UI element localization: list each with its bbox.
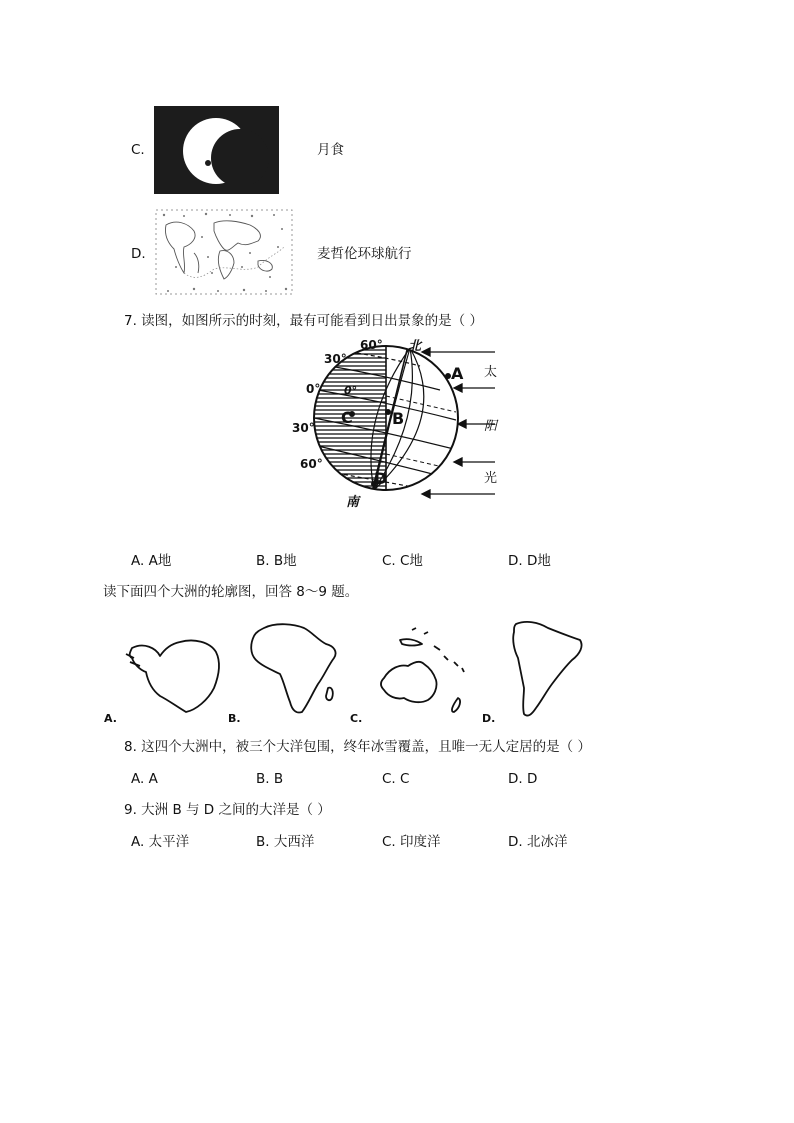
point-d-label: D [374, 469, 388, 488]
antarctica-outline [130, 640, 219, 712]
lat-0-inner-label: 0° [344, 384, 358, 397]
q8-option-a[interactable]: A. A [131, 771, 158, 787]
q8-option-c[interactable]: C. C [382, 771, 410, 787]
continent-c-label: C. [350, 712, 363, 725]
option-d-text: 麦哲伦环球航行 [317, 246, 412, 262]
question-8-stem: 8. 这四个大洲中，被三个大洋包围，终年冰雪覆盖，且唯一无人定居的是（ ） [124, 739, 591, 755]
option-d-label: D. [131, 246, 146, 262]
q8-option-d[interactable]: D. D [508, 771, 538, 787]
option-c-text: 月食 [317, 142, 344, 158]
point-b-label: B [392, 409, 405, 428]
earth-illumination-diagram [290, 332, 505, 510]
lunar-eclipse-image [154, 106, 279, 194]
world-route-map-image [154, 207, 294, 297]
q9-option-b[interactable]: B. 大西洋 [256, 834, 315, 850]
question-9-stem: 9. 大洲 B 与 D 之间的大洋是（ ） [124, 802, 331, 818]
q9-option-d[interactable]: D. 北冰洋 [508, 834, 568, 850]
q7-option-c[interactable]: C. C地 [382, 553, 423, 569]
point-a-label: A [451, 364, 464, 383]
north-label: 北 [408, 339, 422, 354]
continent-d-label: D. [482, 712, 496, 725]
q8-option-b[interactable]: B. B [256, 771, 284, 787]
lat-30-top-label: 30° [324, 352, 347, 366]
q7-option-a[interactable]: A. A地 [131, 553, 172, 569]
south-america-outline [513, 622, 581, 716]
sunlight-label-3: 光 [484, 471, 498, 486]
intro-8-9: 读下面四个大洲的轮廓图，回答 8～9 题。 [103, 584, 359, 600]
africa-outline [251, 624, 335, 712]
continent-outlines [104, 618, 594, 728]
lat-30-bottom-label: 30° [292, 421, 315, 435]
sunlight-label-2: 阳 [484, 419, 498, 434]
lat-60-top-label: 60° [360, 338, 383, 352]
lat-60-bottom-label: 60° [300, 457, 323, 471]
point-c-label: C [341, 408, 353, 427]
q9-option-a[interactable]: A. 太平洋 [131, 834, 190, 850]
oceania-outline [381, 662, 437, 702]
sunlight-label-1: 太 [484, 365, 498, 380]
q9-option-c[interactable]: C. 印度洋 [382, 834, 441, 850]
q7-option-b[interactable]: B. B地 [256, 553, 297, 569]
lat-0-label: 0° [306, 382, 321, 396]
q7-option-d[interactable]: D. D地 [508, 553, 551, 569]
south-label: 南 [346, 495, 360, 510]
question-7-stem: 7. 读图，如图所示的时刻，最有可能看到日出景象的是（ ） [124, 313, 483, 329]
option-c-label: C. [131, 142, 145, 158]
continent-a-label: A. [104, 712, 117, 725]
continent-b-label: B. [228, 712, 241, 725]
